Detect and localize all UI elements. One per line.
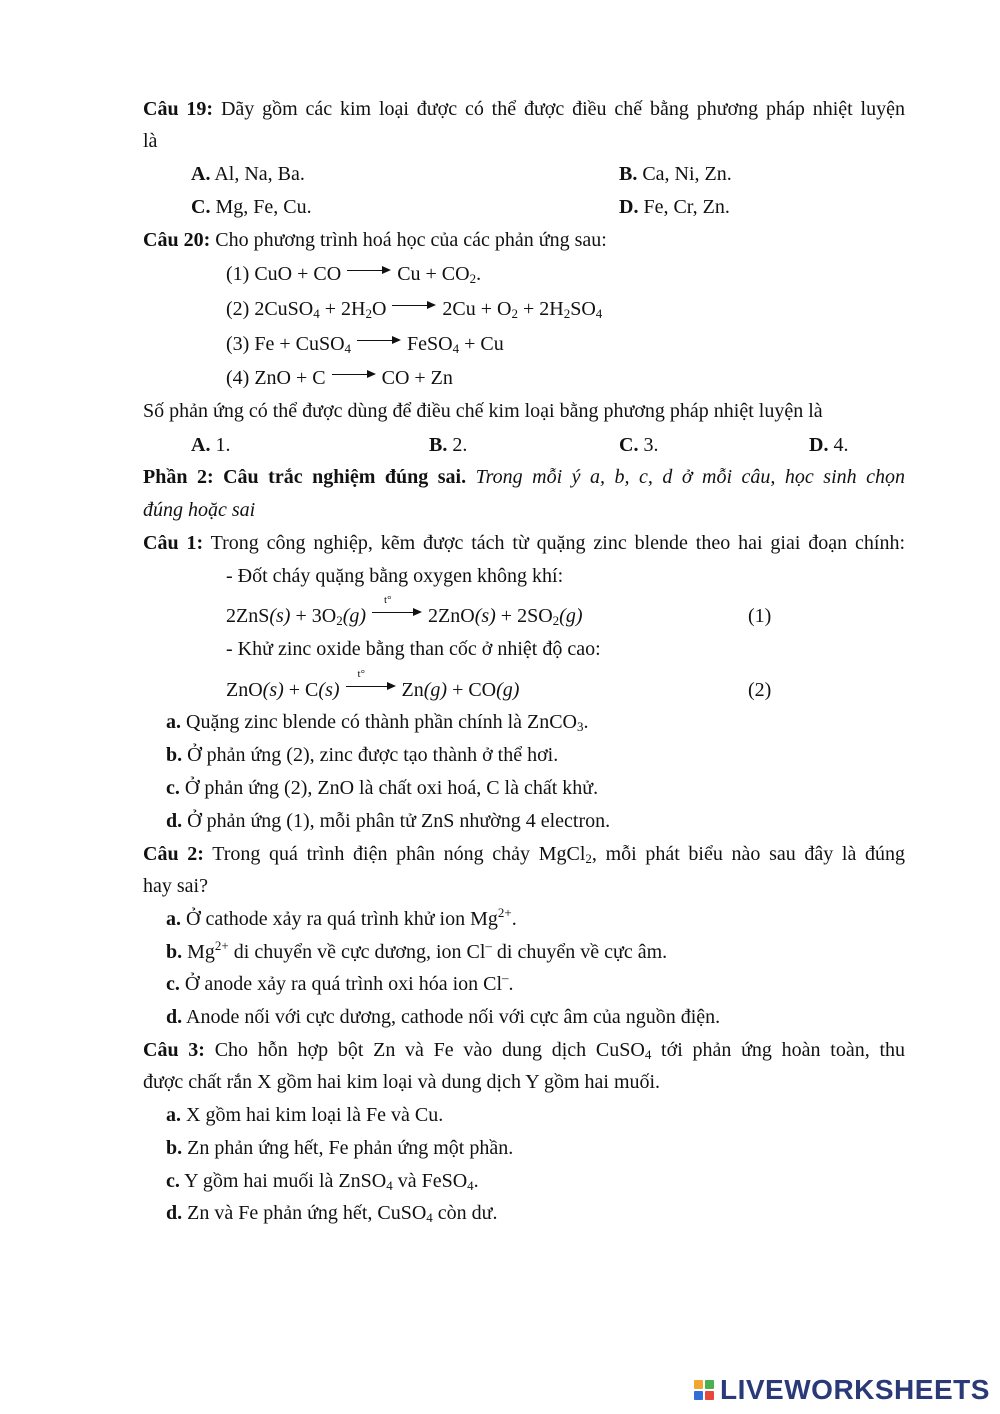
q19-text-a: Dãy gồm các kim loại được có thể được điều chế bằng phương pháp nhiệt luyện xyxy=(220,98,905,120)
q20-option-c[interactable] xyxy=(619,432,658,458)
c1-item-d[interactable]: d. Ở phản ứng (1), mỗi phân tử ZnS nhường 4 electron. xyxy=(166,810,611,832)
c2-item-b[interactable]: b. $Mg^{2+}$ di chuyển về cực dương, ion Cl– di chuyển về cực âm. xyxy=(166,938,668,963)
q20-option-a[interactable] xyxy=(191,432,230,458)
c1-equation-2: ZnO(s) + C(s) t° Zn(g) + CO(g) xyxy=(226,668,520,701)
c1-step1: - Đốt cháy quặng bằng oxygen không khí: xyxy=(226,565,564,587)
c2-item-c[interactable]: c. Ở anode xảy ra quá trình oxi hóa ion Cl–. xyxy=(166,970,514,995)
option-key: B. xyxy=(429,434,448,456)
option-key: D. xyxy=(809,434,829,456)
option-text: 1. xyxy=(215,434,231,456)
logo-square-4 xyxy=(705,1391,714,1400)
logo-square-2 xyxy=(705,1380,714,1389)
q20-option-d[interactable] xyxy=(809,432,848,458)
c3-stem-line2: được chất rắn X gồm hai kim loại và dung dịch Y gồm hai muối. xyxy=(143,1071,661,1093)
option-text: Al, Na, Ba. xyxy=(214,163,305,185)
option-key: A. xyxy=(191,163,211,185)
option-key: D. xyxy=(619,196,639,218)
c2-item-d[interactable]: d. Anode nối với cực dương, cathode nối với cực âm của nguồn điện. xyxy=(166,1006,721,1028)
q20-reaction-1: (1) CuO + CO $Cu + CO_2$. xyxy=(226,263,482,286)
option-text: Fe, Cr, Zn. xyxy=(643,196,730,218)
reaction-arrow-icon xyxy=(392,301,436,311)
c1-equation-1: $2ZnS(s) + 3O_2(g)$ t° $2ZnO(s) + 2SO_2(g)$ xyxy=(226,594,583,628)
liveworksheets-logo-text: LIVEWORKSHEETS xyxy=(720,1374,990,1405)
c1-step2: - Khử zinc oxide bằng than cốc ở nhiệt độ cao: xyxy=(226,638,601,660)
c1-item-a[interactable]: a. Quặng zinc blende có thành phần chính là ZnCO$_3$. xyxy=(166,711,589,734)
part2-instruction-a: Trong mỗi ý a, b, c, d ở mỗi câu, học sinh chọn xyxy=(475,466,906,488)
c1-item-b[interactable]: b. Ở phản ứng (2), zinc được tạo thành ở thể hơi. xyxy=(166,744,559,766)
part2-heading xyxy=(143,464,905,490)
part2-label: Phần 2: Câu trắc nghiệm đúng sai. xyxy=(143,466,467,488)
q19-text-b: là xyxy=(143,130,158,152)
option-key: C. xyxy=(619,434,639,456)
c3-item-c[interactable]: c. Y gồm hai muối là ZnSO$_4$ và FeSO$_4$. xyxy=(166,1170,479,1193)
c2-stem-line2: hay sai? xyxy=(143,875,208,897)
reaction-arrow-icon: t° xyxy=(372,608,422,618)
c1-equation-1-number: (1) xyxy=(748,605,772,627)
c1-text: Trong công nghiệp, kẽm được tách từ quặng zinc blende theo hai giai đoạn chính: xyxy=(210,532,906,554)
reaction-arrow-icon xyxy=(332,370,376,380)
c1-item-c[interactable]: c. Ở phản ứng (2), ZnO là chất oxi hoá, C là chất khử. xyxy=(166,777,599,799)
c2-item-a[interactable]: a. Ở cathode xảy ra quá trình khử ion $Mg^{2+}$. xyxy=(166,905,517,930)
c3-item-b[interactable]: b. Zn phản ứng hết, Fe phản ứng một phần. xyxy=(166,1137,514,1159)
logo-square-1 xyxy=(694,1380,703,1389)
q19-option-b[interactable] xyxy=(619,161,732,187)
q19-option-c[interactable] xyxy=(191,194,312,220)
q19-option-d[interactable] xyxy=(619,194,730,220)
option-text: 4. xyxy=(833,434,849,456)
c1-label: Câu 1: xyxy=(143,532,204,554)
q20-reaction-2: (2) 2CuSO$_4$ + $2H_2O$ $2Cu + O_2 + 2H_2SO_4$ xyxy=(226,298,603,321)
q20-label: Câu 20: xyxy=(143,229,211,251)
q20-question: Số phản ứng có thể được dùng để điều chế kim loại bằng phương pháp nhiệt luyện là xyxy=(143,400,823,422)
q20-reaction-4: (4) ZnO + C CO + Zn xyxy=(226,367,453,389)
option-text: Mg, Fe, Cu. xyxy=(215,196,312,218)
q20-reaction-3: (3) Fe + CuSO$_4$ FeSO$_4$ + Cu xyxy=(226,333,504,356)
liveworksheets-logo-icon xyxy=(694,1380,714,1400)
c1-stem xyxy=(143,530,905,556)
logo-square-3 xyxy=(694,1391,703,1400)
c2-stem-line1: Câu 2: Trong quá trình điện phân nóng chảy MgCl$_2$, mỗi phát biểu nào sau đây là đúng xyxy=(143,843,906,866)
option-key: B. xyxy=(619,163,638,185)
c3-stem-line1: Câu 3: Cho hỗn hợp bột Zn và Fe vào dung dịch CuSO$_4$ tới phản ứng hoàn toàn, thu xyxy=(143,1039,905,1062)
option-key: C. xyxy=(191,196,211,218)
q19-option-a[interactable] xyxy=(191,161,305,187)
option-key: A. xyxy=(191,434,211,456)
q20-text: Cho phương trình hoá học của các phản ứng sau: xyxy=(215,229,607,251)
c2-label: Câu 2: xyxy=(143,843,204,865)
c1-equation-2-number: (2) xyxy=(748,679,772,701)
q20-stem xyxy=(143,227,607,253)
q19-label: Câu 19: xyxy=(143,98,214,120)
part2-instruction-b: đúng hoặc sai xyxy=(143,499,256,521)
option-text: 3. xyxy=(643,434,659,456)
option-text: 2. xyxy=(452,434,468,456)
reaction-arrow-icon: t° xyxy=(346,682,396,692)
reaction-arrow-icon xyxy=(347,266,391,276)
option-text: Ca, Ni, Zn. xyxy=(642,163,732,185)
q20-option-b[interactable] xyxy=(429,432,467,458)
c3-label: Câu 3: xyxy=(143,1039,205,1061)
c3-item-a[interactable]: a. X gồm hai kim loại là Fe và Cu. xyxy=(166,1104,444,1126)
c3-item-d[interactable]: d. Zn và Fe phản ứng hết, CuSO$_4$ còn dư. xyxy=(166,1202,498,1225)
liveworksheets-logo[interactable] xyxy=(694,1374,990,1406)
reaction-arrow-icon xyxy=(357,336,401,346)
q19-stem-line1 xyxy=(143,96,905,122)
